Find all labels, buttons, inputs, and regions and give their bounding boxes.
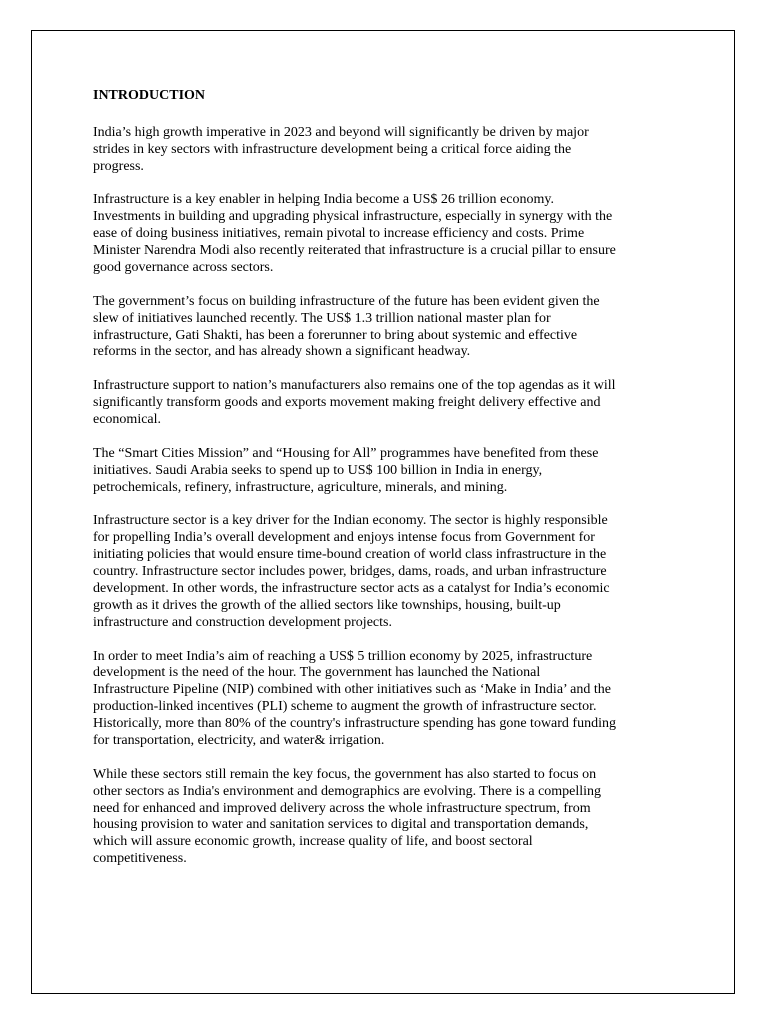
paragraph-line: for propelling India’s overall development and enjoys intense focus from Government for (93, 530, 595, 546)
paragraph-line: The “Smart Cities Mission” and “Housing for All” programmes have benefited from these (93, 445, 599, 461)
paragraph-line: India’s high growth imperative in 2023 and beyond will significantly be driven by major (93, 124, 589, 140)
paragraph-6 (93, 513, 693, 631)
paragraph-line: development is the need of the hour. The government has launched the National (93, 665, 541, 681)
paragraph-line: initiating policies that would ensure time-bound creation of world class infrastructure in the (93, 547, 607, 563)
paragraph-line: competitiveness. (93, 851, 187, 867)
paragraph-line: other sectors as India's environment and demographics are evolving. There is a compelling (93, 783, 602, 799)
paragraph-line: economical. (93, 412, 162, 428)
paragraph-line: reforms in the sector, and has already shown a significant headway. (93, 344, 471, 360)
paragraph-line: strides in key sectors with infrastructure development being a critical force aiding the (93, 141, 572, 157)
paragraph-line: growth as it drives the growth of the allied sectors like townships, housing, built-up (93, 597, 561, 613)
paragraph-5 (93, 446, 693, 497)
paragraph-line: ease of doing business initiatives, remain pivotal to increase efficiency and costs. Prime (93, 226, 585, 242)
paragraph-line: infrastructure and construction development projects. (93, 614, 392, 630)
paragraph-line: country. Infrastructure sector includes power, bridges, dams, roads, and urban infrastructure (93, 564, 607, 580)
paragraph-8 (93, 767, 693, 868)
paragraph-line: for transportation, electricity, and water& irrigation. (93, 732, 385, 748)
paragraph-line: Infrastructure is a key enabler in helping India become a US$ 26 trillion economy. (93, 192, 554, 208)
paragraph-line: slew of initiatives launched recently. The US$ 1.3 trillion national master plan for (93, 310, 551, 326)
paragraph-4 (93, 378, 693, 429)
paragraph-line: which will assure economic growth, increase quality of life, and boost sectoral (93, 834, 533, 850)
paragraph-1 (93, 125, 693, 176)
paragraph-line: infrastructure, Gati Shakti, has been a forerunner to bring about systemic and effective (93, 327, 578, 343)
paragraph-line: In order to meet India’s aim of reaching a US$ 5 trillion economy by 2025, infrastructure (93, 648, 593, 664)
paragraph-line: Infrastructure sector is a key driver for the Indian economy. The sector is highly responsible (93, 513, 608, 529)
paragraph-line: need for enhanced and improved delivery across the whole infrastructure spectrum, from (93, 800, 591, 816)
paragraph-line: progress. (93, 158, 144, 174)
paragraph-line: Minister Narendra Modi also recently reiterated that infrastructure is a crucial pillar to ensure (93, 243, 616, 259)
paragraph-line: good governance across sectors. (93, 260, 274, 276)
paragraph-line: While these sectors still remain the key focus, the government has also started to focus on (93, 766, 597, 782)
paragraph-line: production-linked incentives (PLI) scheme to augment the growth of infrastructure sector. (93, 699, 597, 715)
section-heading: INTRODUCTION (93, 88, 206, 103)
paragraph-line: Historically, more than 80% of the country's infrastructure spending has gone toward funding (93, 716, 616, 732)
paragraph-line: Infrastructure Pipeline (NIP) combined with other initiatives such as ‘Make in India’ and the (93, 682, 611, 698)
paragraph-line: initiatives. Saudi Arabia seeks to spend up to US$ 100 billion in India in energy, (93, 462, 543, 478)
paragraph-line: housing provision to water and sanitation services to digital and transportation demands, (93, 817, 589, 833)
paragraph-line: The government’s focus on building infrastructure of the future has been evident given the (93, 293, 600, 309)
paragraph-3 (93, 294, 693, 362)
paragraph-line: development. In other words, the infrastructure sector acts as a catalyst for India’s economic (93, 580, 610, 596)
paragraph-2 (93, 192, 693, 276)
paragraph-line: petrochemicals, refinery, infrastructure, agriculture, minerals, and mining. (93, 479, 508, 495)
document-body (93, 88, 693, 885)
paragraph-line: significantly transform goods and exports movement making freight delivery effective and (93, 395, 601, 411)
paragraph-line: Investments in building and upgrading physical infrastructure, especially in synergy with the (93, 209, 613, 225)
paragraph-line: Infrastructure support to nation’s manufacturers also remains one of the top agendas as it will (93, 378, 616, 394)
paragraph-7 (93, 649, 693, 750)
